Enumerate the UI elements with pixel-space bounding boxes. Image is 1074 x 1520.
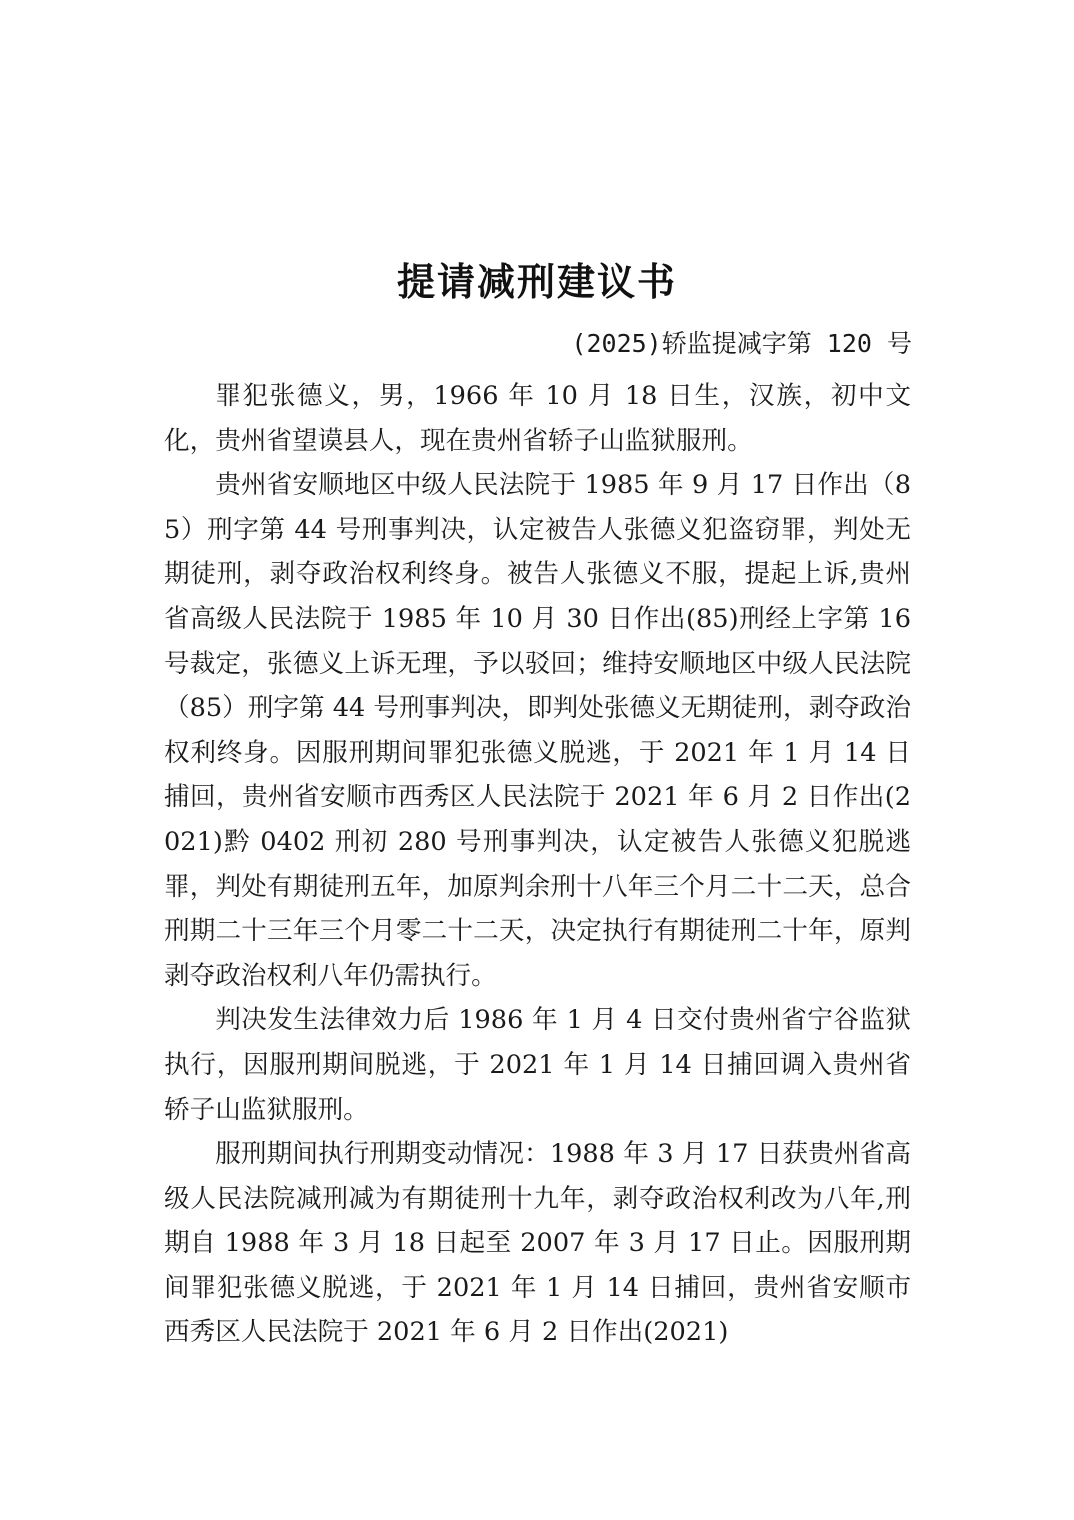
paragraph-personal-info: 罪犯张德义，男，1966 年 10 月 18 日生，汉族，初中文化，贵州省望谟县人，现在贵州省轿子山监狱服刑。 [164, 381, 911, 456]
document-title: 提请减刑建议书 [396, 259, 677, 304]
paragraph-sentence-changes: 服刑期间执行刑期变动情况：1988 年 3 月 17 日获贵州省高级人民法院减刑减为有期徒刑十九年，剥夺政治权利改为八年,刑期自 1988 年 3 月 18 日起至 2007 年 3 月 17 日止。因服刑期间罪犯张德义脱逃，于 2021 年 1 月 14 日捕回，贵州省安顺市西秀区人民法院于 2021 年 6 月 2 日作出(2021) [164, 1139, 911, 1348]
document-number: (2025)轿监提减字第 120 号 [571, 329, 912, 358]
document-body [164, 374, 911, 1355]
paragraph-custody-transfer: 判决发生法律效力后 1986 年 1 月 4 日交付贵州省宁谷监狱执行，因服刑期间脱逃，于 2021 年 1 月 14 日捕回调入贵州省轿子山监狱服刑。 [164, 1005, 911, 1125]
paragraph-original-judgment: 贵州省安顺地区中级人民法院于 1985 年 9 月 17 日作出（85）刑字第 44 号刑事判决，认定被告人张德义犯盗窃罪，判处无期徒刑，剥夺政治权利终身。被告人张德义不服，提起上诉,贵州省高级人民法院于 1985 年 10 月 30 日作出(85)刑经上字第 16 号裁定，张德义上诉无理，予以驳回；维持安顺地区中级人民法院（85）刑字第 44 号刑事判决，即判处张德义无期徒刑，剥夺政治权利终身。因服刑期间罪犯张德义脱逃，于 2021 年 1 月 14 日捕回，贵州省安顺市西秀区人民法院于 2021 年 6 月 2 日作出(2021)黔 0402 刑初 280 号刑事判决，认定被告人张德义犯脱逃罪，判处有期徒刑五年，加原判余刑十八年三个月二十二天，总合刑期二十三年三个月零二十二天，决定执行有期徒刑二十年，原判剥夺政治权利八年仍需执行。 [164, 470, 911, 991]
